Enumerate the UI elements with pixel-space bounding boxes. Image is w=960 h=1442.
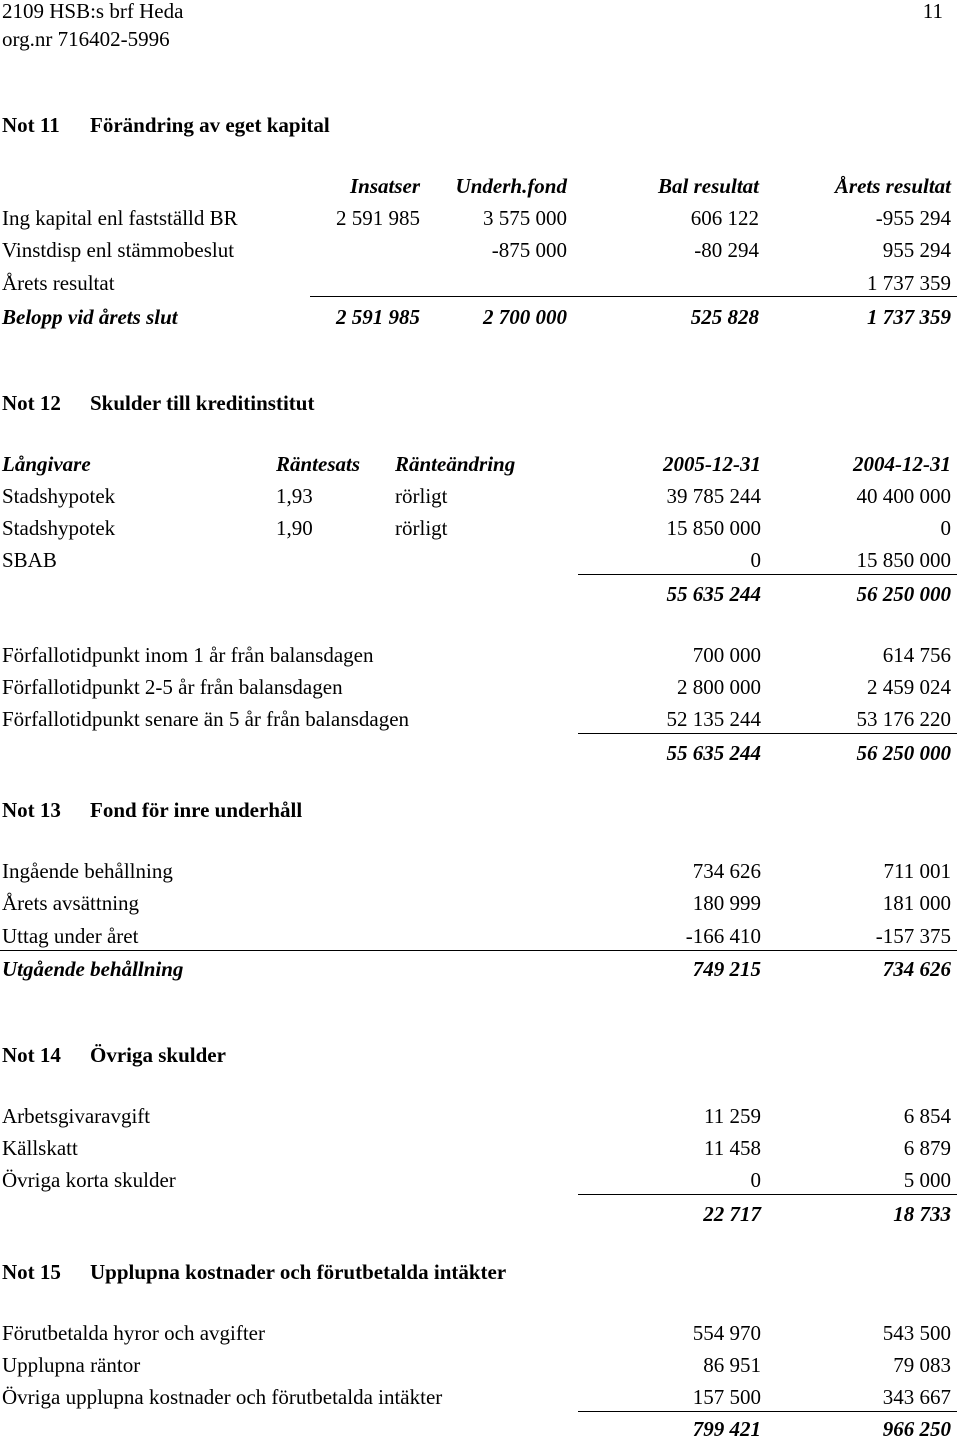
value-cell: 6 879 [903,1136,951,1160]
value-cell: 11 259 [704,1104,761,1128]
lender-cell: SBAB [2,548,57,572]
value-cell: -80 294 [694,238,759,262]
row-label: Vinstdisp enl stämmobeslut [2,238,235,262]
value-cell: 700 000 [692,643,761,667]
value-cell: 554 970 [692,1321,761,1345]
value-cell: 6 854 [903,1104,951,1128]
rate-cell: 1,93 [276,484,313,508]
row-label: Övriga korta skulder [2,1168,176,1192]
not13-sum-line [0,950,957,951]
rate-cell: 1,90 [276,516,313,540]
not11-header-bal-resultat: Bal resultat [658,174,759,198]
value-cell: 2 800 000 [677,675,761,699]
row-label: Uttag under året [2,924,139,948]
not14-sum-line [578,1194,957,1195]
row-label: Förfallotidpunkt senare än 5 år från balansdagen [2,707,410,731]
not12-title: Skulder till kreditinstitut [90,391,315,415]
not11-number: Not 11 [2,113,60,137]
not11-header-insatser: Insatser [349,174,420,198]
row-label: Upplupna räntor [2,1353,141,1377]
value-cell: 56 250 000 [856,741,951,765]
value-cell: 39 785 244 [666,484,761,508]
row-label: Belopp vid årets slut [2,305,178,329]
value-cell: 79 083 [893,1353,951,1377]
value-cell: 18 733 [893,1202,951,1226]
value-cell: 15 850 000 [856,548,951,572]
not12-header-ranteandring: Ränteändring [395,452,516,476]
not12-header-rantesats: Räntesats [276,452,361,476]
row-label: Utgående behållning [2,957,184,981]
value-cell: -955 294 [875,206,951,230]
value-cell: 180 999 [692,891,761,915]
value-cell: 2 591 985 [336,305,420,329]
value-cell: -875 000 [491,238,567,262]
row-label: Förutbetalda hyror och avgifter [2,1321,265,1345]
row-label: Förfallotidpunkt inom 1 år från balansdagen [2,643,374,667]
not14-title: Övriga skulder [90,1043,226,1067]
value-cell: 614 756 [882,643,951,667]
value-cell: 181 000 [882,891,951,915]
value-cell: 53 176 220 [856,707,951,731]
value-cell: 2 700 000 [483,305,567,329]
not13-number: Not 13 [2,798,61,822]
value-cell: 525 828 [690,305,759,329]
lender-cell: Stadshypotek [2,484,116,508]
value-cell: 2 591 985 [336,206,420,230]
value-cell: 56 250 000 [856,582,951,606]
value-cell: 0 [750,1168,761,1192]
value-cell: 749 215 [692,957,761,981]
value-cell: 0 [940,516,951,540]
rate-change-cell: rörligt [395,484,448,508]
value-cell: 86 951 [703,1353,761,1377]
value-cell: 543 500 [882,1321,951,1345]
value-cell: 711 001 [883,859,951,883]
not15-number: Not 15 [2,1260,61,1284]
value-cell: 343 667 [882,1385,951,1409]
row-label: Ing kapital enl fastställd BR [2,206,238,230]
value-cell: 799 421 [692,1417,761,1441]
not12-header-2005: 2005-12-31 [663,452,761,476]
lender-cell: Stadshypotek [2,516,116,540]
not12-header-2004: 2004-12-31 [853,452,951,476]
not12-sum-line [578,574,957,575]
value-cell: 15 850 000 [666,516,761,540]
value-cell: 606 122 [690,206,759,230]
value-cell: 157 500 [692,1385,761,1409]
value-cell: 5 000 [903,1168,951,1192]
row-label: Övriga upplupna kostnader och förutbetalda intäkter [2,1385,443,1409]
row-label: Källskatt [2,1136,78,1160]
value-cell: 1 737 359 [867,305,951,329]
not11-sum-line [310,296,957,297]
value-cell: 52 135 244 [666,707,761,731]
value-cell: 734 626 [692,859,761,883]
not15-title: Upplupna kostnader och förutbetalda intäkter [90,1260,507,1284]
row-label: Ingående behållning [2,859,173,883]
value-cell: 22 717 [703,1202,761,1226]
not15-sum-line [578,1411,957,1412]
value-cell: 55 635 244 [666,582,761,606]
value-cell: 2 459 024 [867,675,951,699]
value-cell: 40 400 000 [856,484,951,508]
not12-header-langivare: Långivare [2,452,91,476]
not11-header-arets-resultat: Årets resultat [834,174,951,198]
not11-title: Förändring av eget kapital [90,113,330,137]
not12-number: Not 12 [2,391,61,415]
value-cell: 966 250 [882,1417,951,1441]
org-number: org.nr 716402-5996 [2,27,170,51]
not13-title: Fond för inre underhåll [90,798,303,822]
value-cell: 55 635 244 [666,741,761,765]
rate-change-cell: rörligt [395,516,448,540]
value-cell: 955 294 [882,238,951,262]
row-label: Förfallotidpunkt 2-5 år från balansdagen [2,675,343,699]
page-number: 11 [922,0,943,23]
row-label: Arbetsgivaravgift [2,1104,151,1128]
value-cell: -157 375 [875,924,951,948]
value-cell: -166 410 [685,924,761,948]
not14-number: Not 14 [2,1043,61,1067]
row-label: Årets avsättning [2,891,140,915]
document-title: 2109 HSB:s brf Heda [2,0,184,23]
value-cell: 734 626 [882,957,951,981]
row-label: Årets resultat [2,271,115,295]
value-cell: 3 575 000 [483,206,567,230]
value-cell: 1 737 359 [867,271,951,295]
maturity-sum-line [578,733,957,734]
value-cell: 0 [750,548,761,572]
value-cell: 11 458 [704,1136,761,1160]
not11-header-underhfond: Underh.fond [455,174,567,198]
